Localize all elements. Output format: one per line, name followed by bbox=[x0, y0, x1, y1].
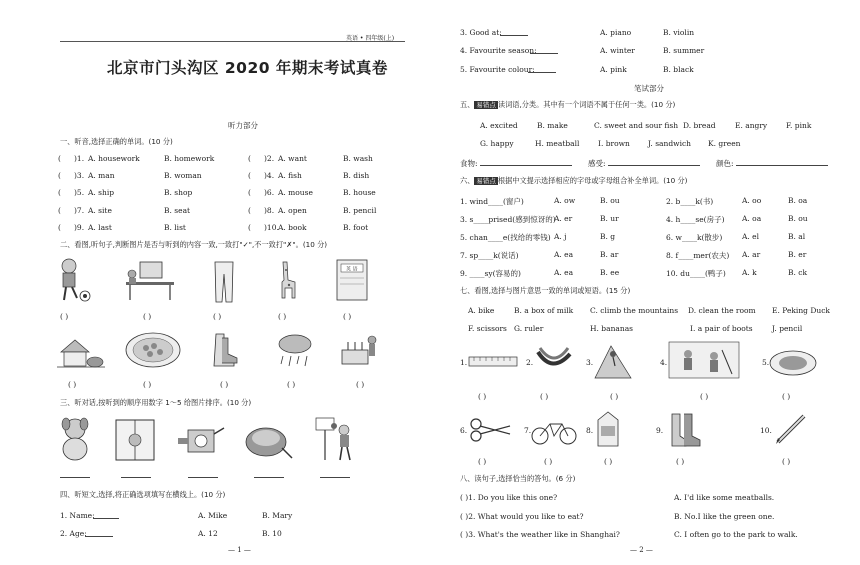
q6-option-a[interactable]: A. ar bbox=[742, 250, 761, 259]
q1-option-b[interactable]: B. woman bbox=[164, 171, 202, 180]
q4-answer-line[interactable] bbox=[530, 53, 558, 54]
q7-answer-bracket[interactable]: ( ) bbox=[610, 392, 619, 401]
book-label: 英 语 bbox=[346, 266, 358, 273]
q1-option-a[interactable]: A. ship bbox=[88, 188, 115, 197]
q1-num: )9. bbox=[74, 223, 85, 232]
rainy-cloud-picture bbox=[275, 330, 315, 370]
q1-paren: ( bbox=[248, 188, 251, 197]
q1-option-a[interactable]: A. want bbox=[278, 154, 307, 163]
q4-answer-line[interactable] bbox=[500, 35, 528, 36]
picture-number: 2. bbox=[526, 358, 534, 367]
q1-option-b[interactable]: B. house bbox=[343, 188, 376, 197]
climbing-picture bbox=[593, 340, 633, 380]
q1-paren: ( bbox=[58, 154, 61, 163]
q5-word: D. bread bbox=[683, 121, 716, 130]
q8-question[interactable]: ( )3. What's the weather like in Shanghai? bbox=[460, 530, 620, 539]
q8-title: 八、读句子,选择恰当的答句。(6 分) bbox=[460, 474, 576, 483]
q4-option-b[interactable]: B. violin bbox=[663, 28, 695, 37]
q7-title: 七、看图,选择与图片意思一致的单词或短语。(15 分) bbox=[460, 286, 631, 295]
category-label: 颜色: bbox=[716, 159, 734, 168]
pencil-sharpener-picture bbox=[176, 420, 226, 460]
q7-answer-bracket[interactable]: ( ) bbox=[700, 392, 709, 401]
q6-option-b[interactable]: B. oa bbox=[788, 196, 808, 205]
q5-word: F. pink bbox=[786, 121, 812, 130]
q3-answer-line[interactable] bbox=[254, 477, 284, 478]
q6-option-b[interactable]: B. ee bbox=[600, 268, 620, 277]
q6-option-a[interactable]: A. el bbox=[742, 232, 760, 241]
q6-option-b[interactable]: B. ur bbox=[600, 214, 619, 223]
tag-badge: 易错点 bbox=[476, 101, 496, 109]
q4-question: 3. Good at: bbox=[460, 28, 502, 37]
q1-num: )5. bbox=[74, 188, 85, 197]
q1-num: )4. bbox=[264, 171, 275, 180]
q6-word: 8. f____mer(农夫) bbox=[666, 251, 730, 260]
q4-question: 2. Age: bbox=[60, 529, 87, 538]
q6-option-a[interactable]: A. ea bbox=[554, 268, 574, 277]
q7-answer-bracket[interactable]: ( ) bbox=[782, 392, 791, 401]
q2-title: 二、看图,听句子,判断图片是否与听到的内容一致,一致打"✓",不一致打"✗"。(10 分) bbox=[60, 240, 328, 249]
q2-answer-bracket[interactable]: ( ) bbox=[356, 380, 365, 389]
q1-num: )8. bbox=[264, 206, 275, 215]
picture-number: 9. bbox=[656, 426, 664, 435]
q1-option-a[interactable]: A. mouse bbox=[278, 188, 313, 197]
category-answer-line[interactable] bbox=[480, 165, 572, 166]
q6-word: 3. s____prised(感到惊讶的) bbox=[460, 215, 556, 224]
toy-dog-picture bbox=[58, 416, 92, 462]
q7-answer-bracket[interactable]: ( ) bbox=[604, 457, 613, 466]
q1-title: 一、听音,选择正确的单词。(10 分) bbox=[60, 137, 173, 146]
bike-picture bbox=[530, 418, 578, 446]
picture-number: 8. bbox=[586, 426, 594, 435]
section-listening: 听力部分 bbox=[228, 121, 258, 130]
q3-answer-line[interactable] bbox=[121, 477, 151, 478]
page-header: 英语 • 四年级(上) bbox=[346, 35, 395, 42]
q1-option-a[interactable]: A. housework bbox=[88, 154, 140, 163]
q6-option-a[interactable]: A. er bbox=[554, 214, 573, 223]
q2-answer-bracket[interactable]: ( ) bbox=[287, 380, 296, 389]
q4-question: 4. Favourite season: bbox=[460, 46, 537, 55]
category-answer-line[interactable] bbox=[736, 165, 828, 166]
q6-word: 1. wind____(窗户) bbox=[460, 197, 524, 206]
category-label: 食物: bbox=[460, 159, 478, 168]
basketball-boy-picture bbox=[312, 416, 356, 464]
boots-picture bbox=[210, 330, 240, 370]
trousers-picture bbox=[212, 260, 236, 304]
q6-word: 10. du____(鸭子) bbox=[666, 269, 726, 278]
q7-option: D. clean the room bbox=[688, 306, 756, 315]
q5-word: K. green bbox=[708, 139, 741, 148]
q6-title-text: 根据中文提示选择相应的字母或字母组合补全单词。(10 分) bbox=[497, 176, 688, 185]
q2-answer-bracket[interactable]: ( ) bbox=[60, 312, 69, 321]
q7-answer-bracket[interactable]: ( ) bbox=[540, 392, 549, 401]
q5-word: E. angry bbox=[735, 121, 768, 130]
boy-with-ball-picture bbox=[55, 256, 95, 304]
q5-word: J. sandwich bbox=[648, 139, 691, 148]
picture-number: 3. bbox=[586, 358, 594, 367]
section-writing: 笔试部分 bbox=[634, 84, 664, 93]
q4-question: 1. Name: bbox=[60, 511, 95, 520]
q7-answer-bracket[interactable]: ( ) bbox=[782, 457, 791, 466]
q6-option-b[interactable]: B. ar bbox=[600, 250, 619, 259]
page-title: 北京市门头沟区 2020 年期末考试真卷 bbox=[107, 59, 388, 77]
food-plate-picture bbox=[124, 330, 182, 370]
q5-word: B. make bbox=[537, 121, 568, 130]
q5-word: I. brown bbox=[598, 139, 630, 148]
q2-answer-bracket[interactable]: ( ) bbox=[213, 312, 222, 321]
q6-option-a[interactable]: A. k bbox=[742, 268, 757, 277]
q8-question[interactable]: ( )1. Do you like this one? bbox=[460, 493, 558, 502]
q1-num: )1. bbox=[74, 154, 85, 163]
q7-answer-bracket[interactable]: ( ) bbox=[676, 457, 685, 466]
q6-word: 5. chan____e(找给的零钱) bbox=[460, 233, 551, 242]
q5-title bbox=[460, 100, 675, 110]
q4-option-a[interactable]: A. Mike bbox=[198, 511, 228, 520]
q1-num: )7. bbox=[74, 206, 85, 215]
q6-word: 7. sp____k(说话) bbox=[460, 251, 519, 260]
pencil-picture bbox=[774, 412, 808, 446]
q4-option-b[interactable]: B. Mary bbox=[262, 511, 293, 520]
q1-num: )2. bbox=[264, 154, 275, 163]
birthday-cake-picture bbox=[336, 330, 378, 370]
q1-option-a[interactable]: A. book bbox=[278, 223, 307, 232]
q1-option-a[interactable]: A. site bbox=[88, 206, 112, 215]
picture-number: 6. bbox=[460, 426, 468, 435]
q4-option-a[interactable]: A. 12 bbox=[198, 529, 218, 538]
q4-option-a[interactable]: A. piano bbox=[600, 28, 632, 37]
q1-paren: ( bbox=[58, 171, 61, 180]
q1-paren: ( bbox=[58, 206, 61, 215]
q7-option: C. climb the mountains bbox=[590, 306, 679, 315]
q4-answer-line[interactable] bbox=[85, 536, 113, 537]
q6-option-a[interactable]: A. j bbox=[554, 232, 567, 241]
q6-option-a[interactable]: A. ea bbox=[554, 250, 574, 259]
q8-answer: C. I often go to the park to walk. bbox=[674, 530, 798, 539]
q4-option-a[interactable]: A. pink bbox=[600, 65, 627, 74]
q7-option: A. bike bbox=[468, 306, 495, 315]
q1-option-b[interactable]: B. pencil bbox=[343, 206, 377, 215]
category-answer-line[interactable] bbox=[608, 165, 700, 166]
q6-option-b[interactable]: B. al bbox=[788, 232, 806, 241]
q7-option: H. bananas bbox=[590, 324, 634, 333]
q4-option-b[interactable]: B. summer bbox=[663, 46, 705, 55]
q3-title: 三、听对话,按听到的顺序用数字 1～5 给图片排序。(10 分) bbox=[60, 398, 252, 407]
q5-title-text: 读词语,分类。其中有一个词语不属于任何一类。(10 分) bbox=[497, 100, 676, 109]
q6-option-a[interactable]: A. oa bbox=[742, 214, 762, 223]
q1-num: )10. bbox=[264, 223, 279, 232]
q6-prefix: 六、 bbox=[460, 176, 475, 185]
picture-number: 5. bbox=[762, 358, 770, 367]
q4-question: 5. Favourite colour: bbox=[460, 65, 535, 74]
q1-num: )6. bbox=[264, 188, 275, 197]
peking-duck-plate-picture bbox=[768, 348, 818, 378]
q3-answer-line[interactable] bbox=[60, 477, 90, 478]
q3-answer-line[interactable] bbox=[320, 477, 350, 478]
q1-option-b[interactable]: B. wash bbox=[343, 154, 373, 163]
q7-option: B. a box of milk bbox=[514, 306, 574, 315]
q2-answer-bracket[interactable]: ( ) bbox=[143, 380, 152, 389]
picture-number: 1. bbox=[460, 358, 468, 367]
q4-answer-line[interactable] bbox=[528, 72, 556, 73]
milk-box-picture bbox=[594, 410, 622, 448]
q2-answer-bracket[interactable]: ( ) bbox=[220, 380, 229, 389]
q4-option-b[interactable]: B. 10 bbox=[262, 529, 282, 538]
right-page bbox=[430, 0, 860, 565]
q7-option: E. Peking Duck bbox=[772, 306, 830, 315]
q6-option-b[interactable]: B. ou bbox=[600, 196, 620, 205]
peking-duck-picture bbox=[242, 418, 294, 462]
q2-answer-bracket[interactable]: ( ) bbox=[278, 312, 287, 321]
q2-answer-bracket[interactable]: ( ) bbox=[68, 380, 77, 389]
q1-paren: ( bbox=[248, 223, 251, 232]
q6-option-a[interactable]: A. oo bbox=[742, 196, 762, 205]
q7-answer-bracket[interactable]: ( ) bbox=[478, 457, 487, 466]
q5-word: H. meatball bbox=[535, 139, 580, 148]
q2-answer-bracket[interactable]: ( ) bbox=[343, 312, 352, 321]
q7-option: I. a pair of boots bbox=[690, 324, 753, 333]
q6-option-b[interactable]: B. er bbox=[788, 250, 807, 259]
q1-option-b[interactable]: B. dish bbox=[343, 171, 370, 180]
ruler-picture bbox=[468, 355, 518, 369]
q7-option: F. scissors bbox=[468, 324, 507, 333]
window-picture bbox=[112, 418, 158, 462]
q5-prefix: 五、 bbox=[460, 100, 475, 109]
page-number: — 2 — bbox=[630, 546, 653, 554]
computer-desk-picture bbox=[122, 258, 178, 302]
q1-option-a[interactable]: A. fish bbox=[278, 171, 302, 180]
q1-option-b[interactable]: B. seat bbox=[164, 206, 191, 215]
q6-word: 4. h____se(房子) bbox=[666, 215, 725, 224]
q6-word: 2. b____k(书) bbox=[666, 197, 714, 206]
q1-paren: ( bbox=[248, 154, 251, 163]
q7-answer-bracket[interactable]: ( ) bbox=[478, 392, 487, 401]
q2-answer-bracket[interactable]: ( ) bbox=[143, 312, 152, 321]
q1-option-a[interactable]: A. last bbox=[88, 223, 112, 232]
q1-paren: ( bbox=[248, 206, 251, 215]
q6-word: 6. w____k(散步) bbox=[666, 233, 723, 242]
picture-number: 4. bbox=[660, 358, 668, 367]
q4-option-b[interactable]: B. black bbox=[663, 65, 694, 74]
scissors-picture bbox=[468, 416, 512, 444]
q1-option-b[interactable]: B. foot bbox=[343, 223, 369, 232]
q5-word: G. happy bbox=[480, 139, 514, 148]
q4-title: 四、听短文,选择,将正确选项填写在横线上。(10 分) bbox=[60, 490, 226, 499]
category-label: 感受: bbox=[588, 159, 606, 168]
q1-option-b[interactable]: B. shop bbox=[164, 188, 193, 197]
q1-option-a[interactable]: A. open bbox=[278, 206, 307, 215]
q1-option-b[interactable]: B. homework bbox=[164, 154, 215, 163]
picture-number: 10. bbox=[760, 426, 772, 435]
q1-paren: ( bbox=[58, 223, 61, 232]
q6-title bbox=[460, 176, 687, 186]
q6-option-a[interactable]: A. ow bbox=[554, 196, 576, 205]
boots-pair-picture bbox=[668, 412, 704, 448]
tag-badge: 易错点 bbox=[476, 177, 496, 185]
q4-option-a[interactable]: A. winter bbox=[600, 46, 635, 55]
q8-question[interactable]: ( )2. What would you like to eat? bbox=[460, 512, 584, 521]
q1-option-b[interactable]: B. list bbox=[164, 223, 186, 232]
q4-answer-line[interactable] bbox=[93, 518, 119, 519]
q1-num: )3. bbox=[74, 171, 85, 180]
q7-answer-bracket[interactable]: ( ) bbox=[544, 457, 553, 466]
q7-option: G. ruler bbox=[514, 324, 544, 333]
q6-option-b[interactable]: B. g bbox=[600, 232, 616, 241]
q8-answer: B. No.I like the green one. bbox=[674, 512, 775, 521]
farm-house-picture bbox=[57, 332, 105, 370]
q1-paren: ( bbox=[248, 171, 251, 180]
q7-option: J. pencil bbox=[772, 324, 803, 333]
picture-number: 7. bbox=[524, 426, 532, 435]
page-number: — 1 — bbox=[228, 546, 251, 554]
giraffe-picture bbox=[275, 258, 301, 304]
q3-answer-line[interactable] bbox=[188, 477, 218, 478]
bananas-picture bbox=[534, 344, 574, 376]
q1-option-a[interactable]: A. man bbox=[88, 171, 115, 180]
q1-paren: ( bbox=[58, 188, 61, 197]
q6-option-b[interactable]: B. ou bbox=[788, 214, 808, 223]
q6-option-b[interactable]: B. ck bbox=[788, 268, 808, 277]
q6-word: 9. ____sy(容易的) bbox=[460, 269, 521, 278]
cleaning-room-picture bbox=[668, 340, 740, 380]
q5-word: A. excited bbox=[480, 121, 518, 130]
q8-answer: A. I'd like some meatballs. bbox=[674, 493, 775, 502]
english-book-picture bbox=[334, 258, 370, 302]
q5-word: C. sweet and sour fish bbox=[594, 121, 679, 130]
